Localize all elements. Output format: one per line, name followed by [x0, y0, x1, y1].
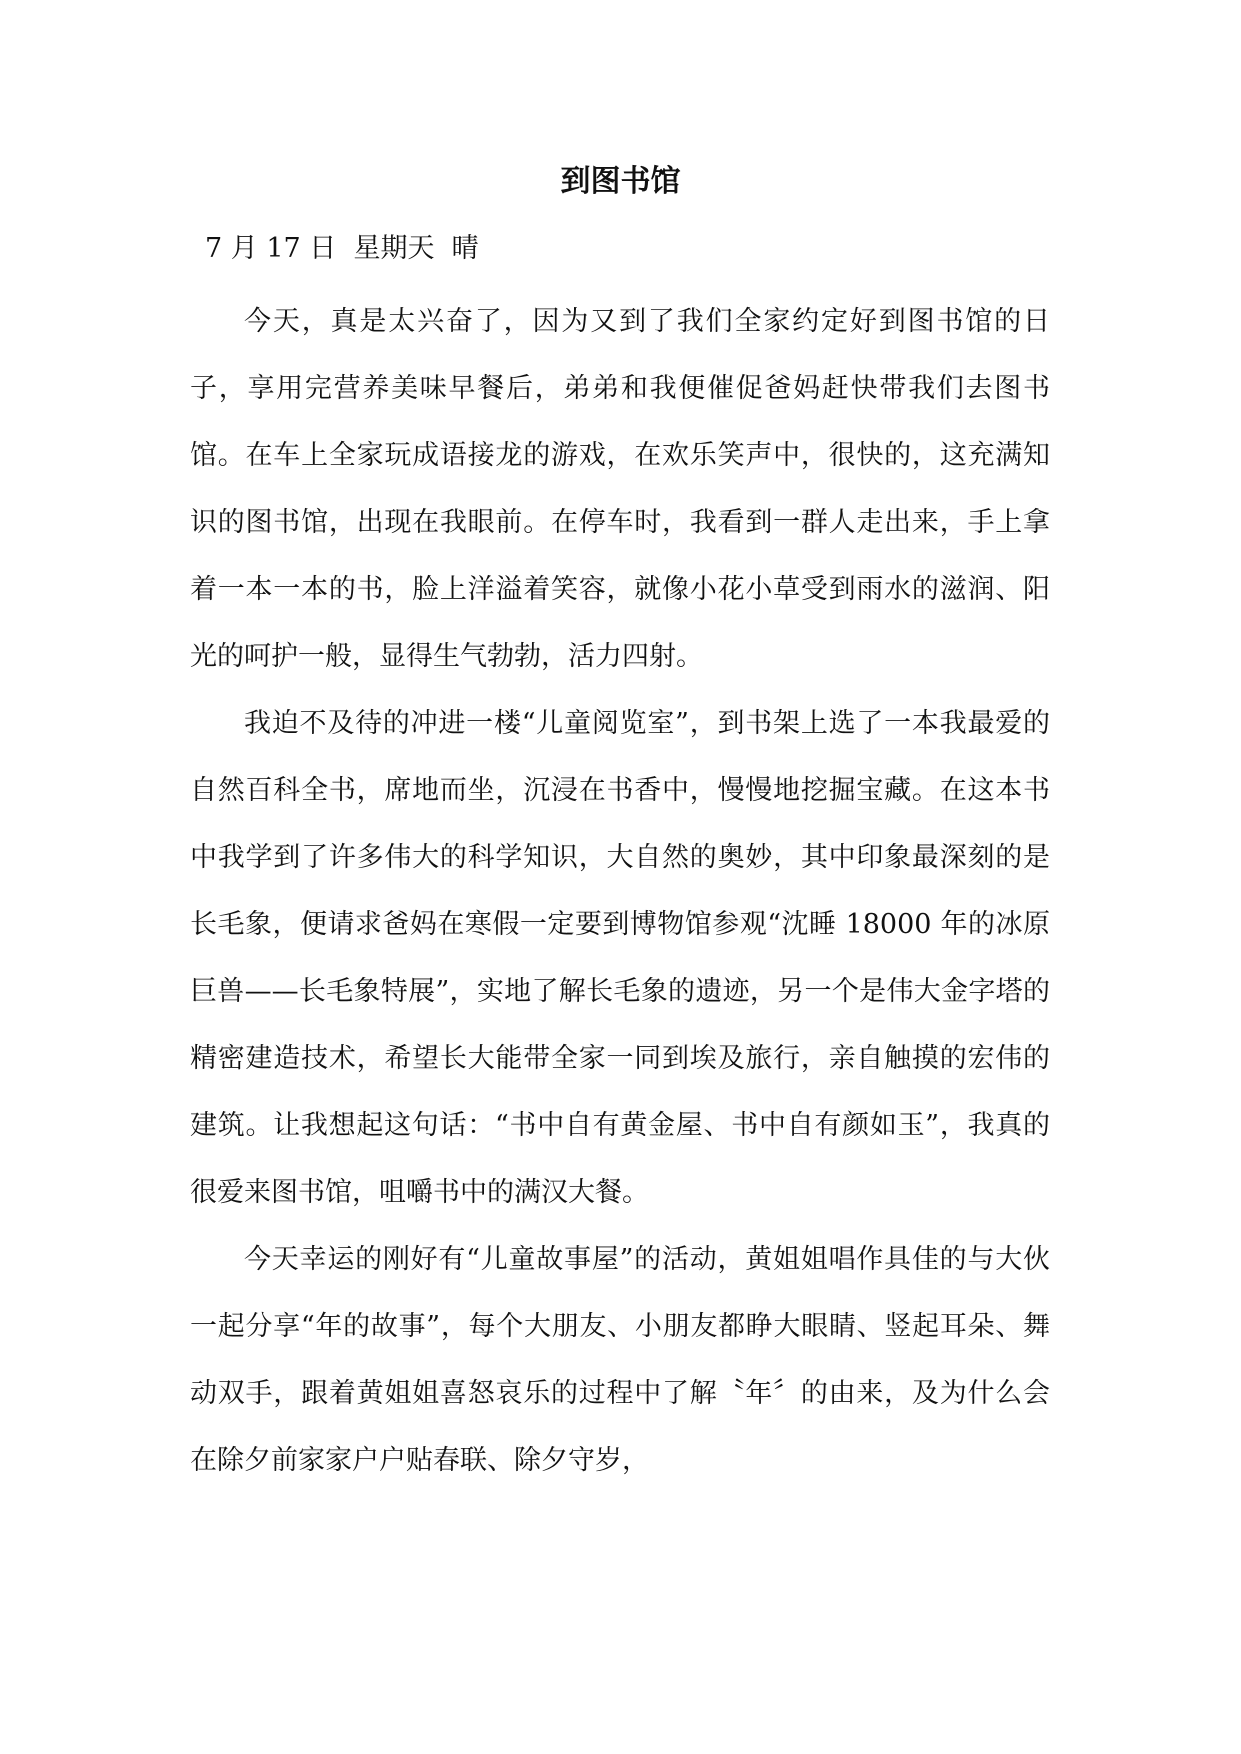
paragraph-2: 我迫不及待的冲进一楼“儿童阅览室”，到书架上选了一本我最爱的自然百科全书，席地而坐，沉浸在书香中，慢慢地挖掘宝藏。在这本书中我学到了许多伟大的科学知识，大自然的奥妙，其中印象最深刻的是长毛象，便请求爸妈在寒假一定要到博物馆参观“沈睡 18000 年的冰原巨兽——长毛象特展”，实地了解长毛象的遗迹，另一个是伟大金字塔的精密建造技术，希望长大能带全家一同到埃及旅行，亲自触摸的宏伟的建筑。让我想起这句话：“书中自有黄金屋、书中自有颜如玉”，我真的很爱来图书馆，咀嚼书中的满汉大餐。	[190, 708, 1050, 1208]
body-text	[190, 288, 1050, 1494]
page-title: 到图书馆	[560, 164, 681, 199]
paragraph-1: 今天，真是太兴奋了，因为又到了我们全家约定好到图书馆的日子，享用完营养美味早餐后，弟弟和我便催促爸妈赶快带我们去图书馆。在车上全家玩成语接龙的游戏，在欢乐笑声中，很快的，这充满知识的图书馆，出现在我眼前。在停车时，我看到一群人走出来，手上拿着一本一本的书，脸上洋溢着笑容，就像小花小草受到雨水的滋润、阳光的呵护一般，显得生气勃勃，活力四射。	[190, 306, 1050, 672]
paragraph-3: 今天幸运的刚好有“儿童故事屋”的活动，黄姐姐唱作具佳的与大伙一起分享“年的故事”，每个大朋友、小朋友都睁大眼睛、竖起耳朵、舞动双手，跟着黄姐姐喜怒哀乐的过程中了解〝年〞的由来，及为什么会在除夕前家家户户贴春联、除夕守岁，	[190, 1244, 1050, 1476]
date-line: 7 月 17 日 星期天 晴	[205, 233, 479, 264]
